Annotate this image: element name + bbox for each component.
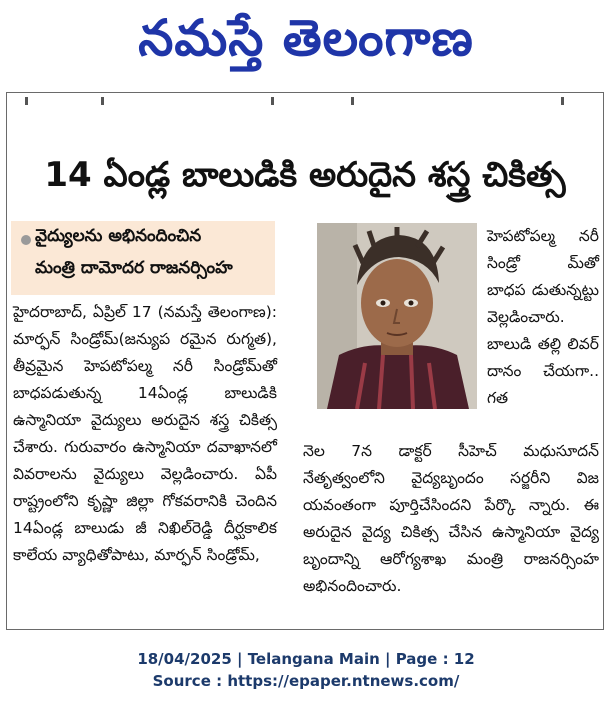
article-body-continuation: నెల 7న డాక్టర్ సీహెచ్ మధుసూదన్ నేతృత్వంలోని వైద్యబృందం సర్జరీని విజ యవంతంగా పూర్తిచేసిందని పేర్కొ న్నారు. ఈ అరుదైన వైద్య చికిత్స చేసిన ఉస్మానియా వైద్య బృందాన్ని ఆరోగ్యశాఖ మంత్రి రాజనర్సింహ అభినందించారు. (303, 442, 599, 595)
article-body-right-column: హెపటోపల్మ నరీ సిండ్రో మ్‌తో బాధప డుతున్నట్టు వెల్లడించారు. బాలుడి తల్లి లివర్ దానం చేయగా.. గత (487, 227, 599, 407)
text-fragment (101, 97, 104, 105)
text-fragment (271, 97, 274, 105)
article-body-left-column: హైదరాబాద్, ఏప్రిల్ 17 (నమస్తే తెలంగాణ): మార్ఫన్ సిండ్రోమ్(జన్యుప రమైన రుగ్మత), తీవ్రమైన హెపటోపల్మ నరీ సిండ్రోమ్‌తో బాధపడుతున్న 14ఏండ్ల బాలుడికి ఉస్మానియా వైద్యులు అరుదైన శస్త్ర చికిత్స చేశారు. గురువారం ఉస్మానియా దవాఖానలో వివరాలను వైద్యులు వెల్లడించారు. ఏపీ రాష్ట్రంలోని కృష్ణా జిల్లా గోకవరానికి చెందిన 14ఏండ్ల బాలుడు జీ నిఖిల్‌రెడ్డి దీర్ఘకాలిక కాలేయ వ్యాధితోపాటు, మార్ఫన్ సిండ్రోమ్, (13, 303, 277, 564)
date-edition-page: 18/04/2025 | Telangana Main | Page : 12 (137, 650, 475, 668)
bullet-icon (21, 235, 31, 245)
source-footer (0, 648, 612, 692)
article-headline: 14 ఏండ్ల బాలుడికి అరుదైన శస్త్ర చికిత్స (44, 155, 566, 195)
source-link[interactable]: Source : https://epaper.ntnews.com/ (152, 672, 460, 690)
article-clipping (6, 92, 604, 630)
newspaper-title: నమస్తే తెలంగాణ (138, 8, 474, 67)
subheadline-line-1: వైద్యులను అభినందించిన (35, 226, 202, 246)
masthead (0, 0, 612, 88)
cropped-text-fragments (21, 97, 591, 107)
subheadline-box (11, 221, 275, 295)
text-fragment (351, 97, 354, 105)
subheadline-line-2: మంత్రి దామోదర రాజనర్సింహ (35, 258, 233, 278)
portrait-image (317, 223, 477, 409)
boy-photo (317, 223, 477, 409)
text-fragment (25, 97, 28, 105)
text-fragment (561, 97, 564, 105)
